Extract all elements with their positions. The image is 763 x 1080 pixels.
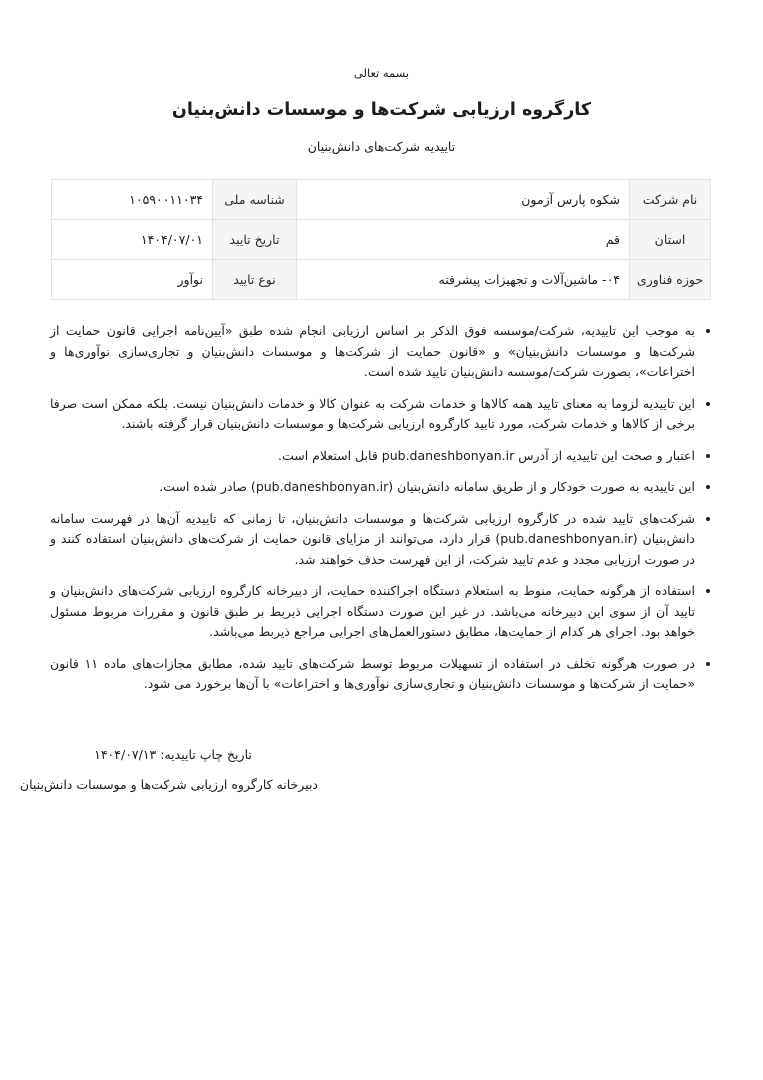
- note-item-violation-penalty: • در صورت هرگونه تخلف در استفاده از تسهیلات مربوط توسط شرکت‌های تایید شده، مطابق مجازات‌های ماده ۱۱ قانون «حمایت از شرکت‌ها و موسسات دانش‌بنیان و تجاری‌سازی نوآوری‌ها و اختراعات» با آن‌ها برخورد می شود.: [50, 654, 695, 695]
- table-row-technology: [52, 260, 711, 300]
- note-item-scope: • به موجب این تاییدیه، شرکت/موسسه فوق الذکر بر اساس ارزیابی انجام شده طبق «آیین‌نامه اجرایی قانون حمایت از شرکت‌ها و موسسات دانش‌بنیان» و «قانون حمایت از شرکت‌ها و موسسات دانش‌بنیان و تجاری‌سازی نوآوری‌ها و اختراعات»، بصورت شرکت/موسسه دانش‌بنیان تایید شده است.: [50, 321, 695, 383]
- notes-list: [50, 321, 711, 695]
- national-id-label: شناسه ملی: [213, 180, 297, 220]
- approval-type-value: نوآور: [52, 260, 213, 300]
- table-row-province: [52, 220, 711, 260]
- page-subtitle: تاییدیه شرکت‌های دانش‌بنیان: [307, 139, 456, 154]
- approval-date-label: تاریخ تایید: [213, 220, 297, 260]
- technology-field-value: ۰۴- ماشین‌آلات و تجهیزات پیشرفته: [297, 260, 630, 300]
- company-name-value: شکوه پارس آزمون: [297, 180, 630, 220]
- approval-type-label: نوع تایید: [213, 260, 297, 300]
- table-row-company: [52, 180, 711, 220]
- province-value: قم: [297, 220, 630, 260]
- company-name-label: نام شرکت: [630, 180, 711, 220]
- note-item-verification-address: • اعتبار و صحت این تاییدیه از آدرس pub.daneshbonyan.ir قابل استعلام است.: [50, 446, 695, 467]
- print-date-text: تاریخ چاپ تاییدیه: ۱۴۰۴/۰۷/۱۳: [94, 746, 252, 762]
- note-item-support-inquiry: • استفاده از هرگونه حمایت، منوط به استعلام دستگاه اجراکننده حمایت، از دبیرخانه کارگروه ارزیابی شرکت‌های دانش‌بنیان و تایید آن از سوی این دبیرخانه می‌باشد. در غیر این صورت دستگاه اجرایی ذیربط بر طبق قانون و مقررات مربوط مسئول خواهد بود. اجرای هر کدام از حمایت‌ها، مطابق دستورالعمل‌های اجرایی مراجع ذیربط می‌باشد.: [50, 581, 695, 643]
- note-item-automatic-issue: • این تاییدیه به صورت خودکار و از طریق سامانه دانش‌بنیان (pub.daneshbonyan.ir) صادر شده است.: [50, 477, 695, 498]
- bismillah-text: بسمه تعالی: [353, 66, 410, 80]
- note-item-goods-services: • این تاییدیه لزوما به معنای تایید همه کالاها و خدمات شرکت به عنوان کالا و خدمات دانش‌بنیان نیست. بلکه ممکن است صرفا برخی از کالاها و خدمات شرکت، مورد تایید کارگروه ارزیابی شرکت‌ها و موسسات دانش‌بنیان قرار گرفته باشند.: [50, 394, 695, 435]
- national-id-value: ۱۰۵۹۰۰۱۱۰۳۴: [52, 180, 213, 220]
- company-info-table: [51, 179, 711, 300]
- secretariat-signature: دبیرخانه کارگروه ارزیابی شرکت‌ها و موسسات دانش‌بنیان: [19, 776, 318, 792]
- province-label: استان: [630, 220, 711, 260]
- note-item-benefits-list: • شرکت‌های تایید شده در کارگروه ارزیابی شرکت‌ها و موسسات دانش‌بنیان، تا زمانی که تاییدیه آن‌ها در فهرست سامانه دانش‌بنیان (pub.daneshbonyan.ir) قرار دارد، می‌توانند از مزایای قانون حمایت از شرکت‌های دانش‌بنیان استفاده کنند و در صورت ارزیابی مجدد و عدم تایید شرکت، از این فهرست حذف خواهند شد.: [50, 509, 695, 571]
- footer-block: [19, 746, 318, 792]
- technology-field-label: حوزه فناوری: [630, 260, 711, 300]
- approval-date-value: ۱۴۰۴/۰۷/۰۱: [52, 220, 213, 260]
- page-title: کارگروه ارزیابی شرکت‌ها و موسسات دانش‌بنیان: [171, 100, 592, 120]
